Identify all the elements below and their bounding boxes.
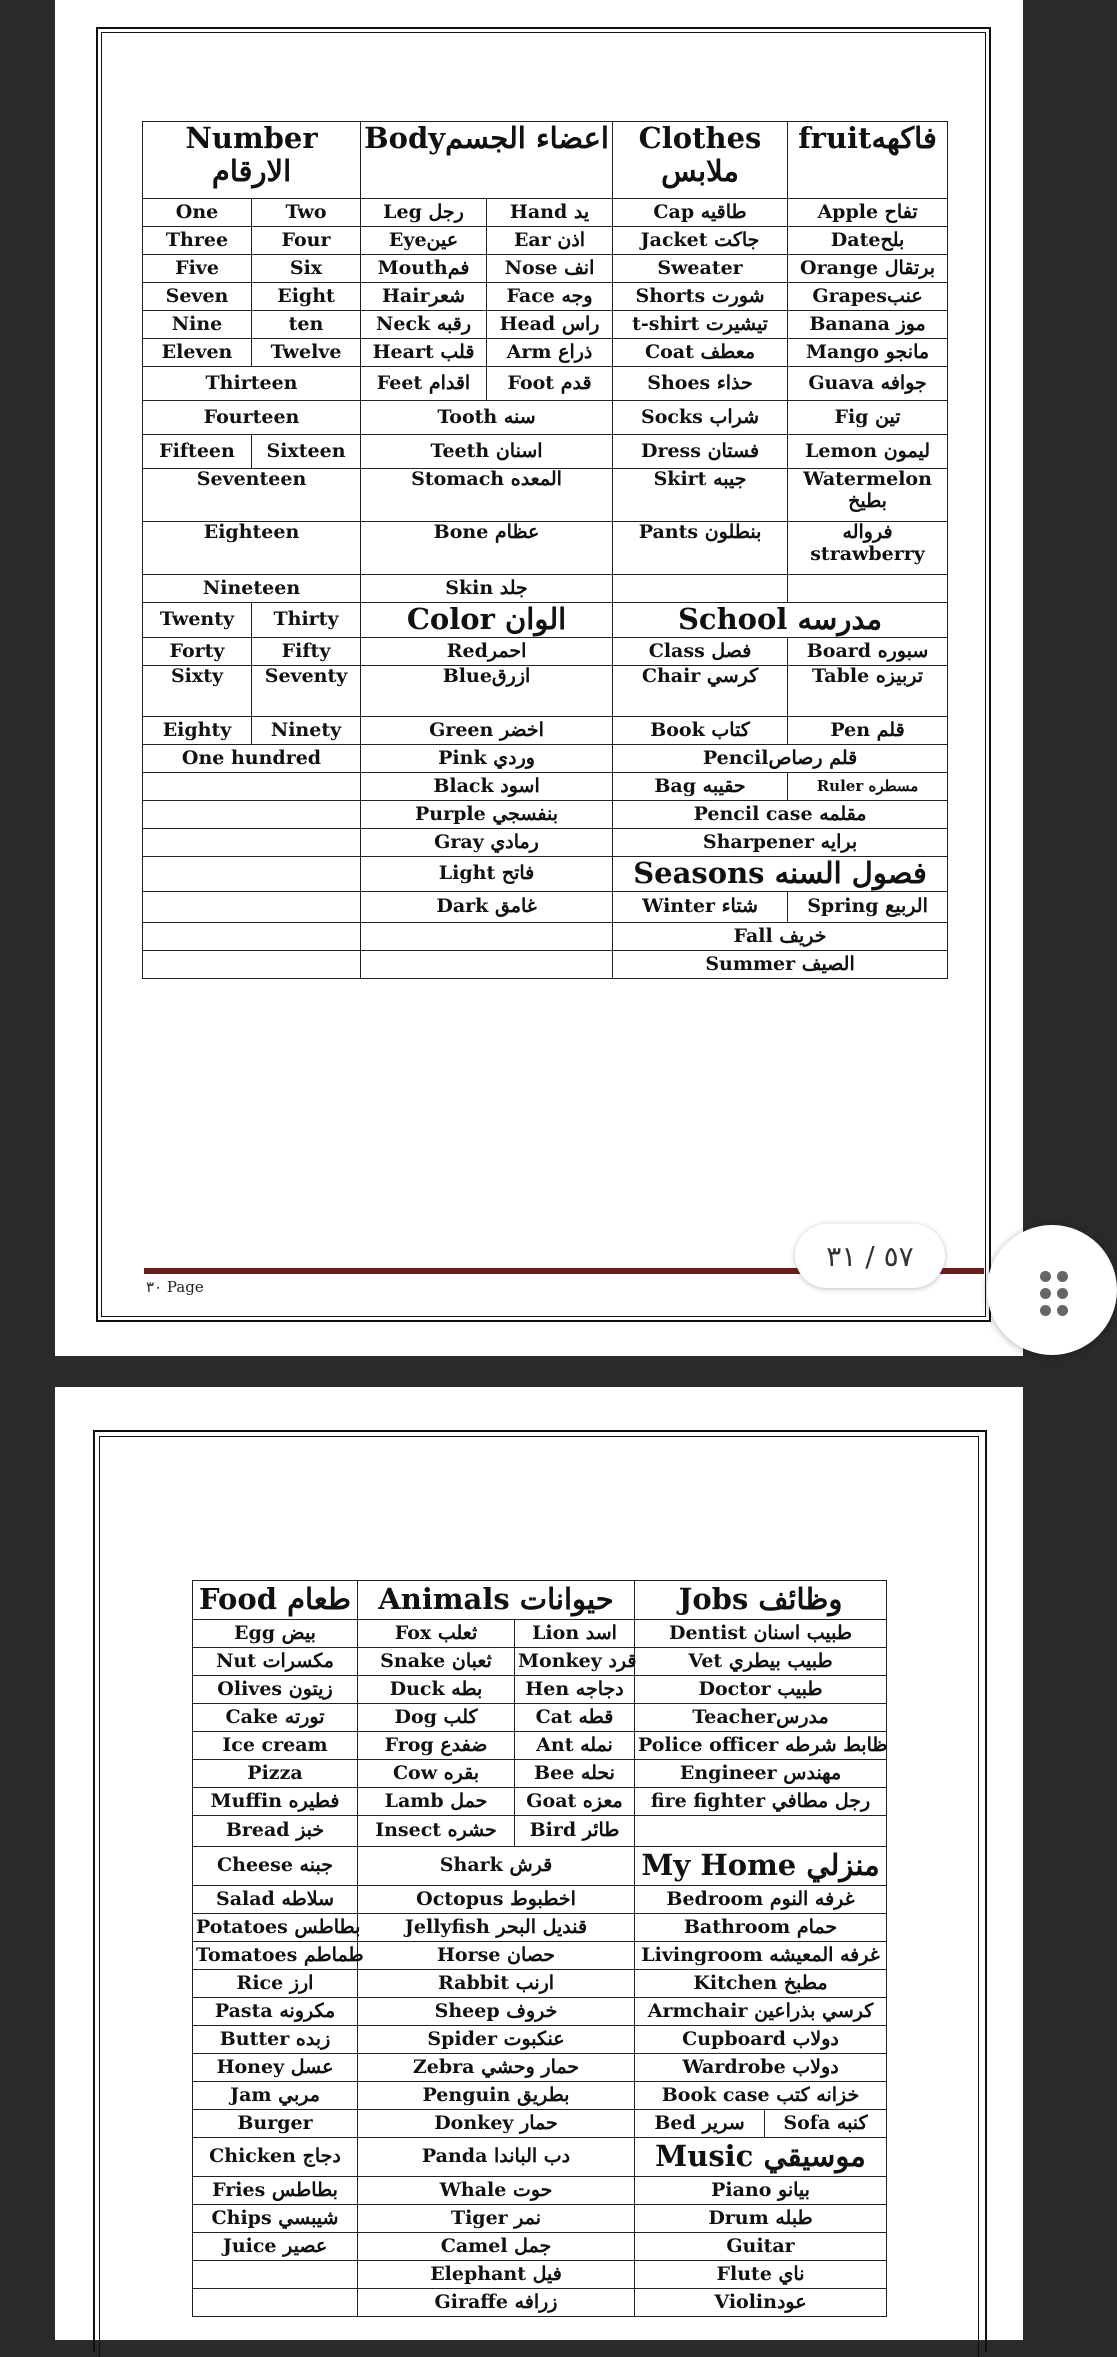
- section-heading-my-home: My Home منزلي: [635, 1847, 887, 1886]
- header-animals: Animals حيوانات: [358, 1581, 635, 1620]
- table-cell: Octopus اخطبوط: [358, 1886, 635, 1914]
- table-row: [143, 283, 948, 311]
- table-row: [143, 199, 948, 227]
- table-header-row: [193, 1581, 887, 1620]
- table-row: [193, 1676, 887, 1704]
- table-cell: Eight: [252, 283, 361, 311]
- table-cell: fire fighter رجل مطافي: [635, 1788, 887, 1816]
- table-cell: Livingroom غرفه المعيشه: [635, 1942, 887, 1970]
- table-cell: Panda دب الباندا: [358, 2138, 635, 2177]
- table-cell: Chair كرسي: [613, 666, 788, 717]
- table-row: [143, 638, 948, 666]
- table-cell: Arm ذراع: [487, 339, 613, 367]
- table-row: [193, 1942, 887, 1970]
- section-heading-seasons: Seasons فصول السنه: [613, 857, 948, 892]
- table-cell: Seventeen: [143, 469, 361, 522]
- table-cell: Tooth سنه: [361, 401, 613, 435]
- table-cell: Giraffe زرافه: [358, 2289, 635, 2317]
- table-row: [193, 1886, 887, 1914]
- table-cell: Salad سلاطه: [193, 1886, 358, 1914]
- table-cell: Monkey قرد: [515, 1648, 635, 1676]
- table-cell: Ruler مسطره: [788, 773, 948, 801]
- table-cell: Donkey حمار: [358, 2110, 635, 2138]
- table-cell: Board سبوره: [788, 638, 948, 666]
- table-row: [143, 227, 948, 255]
- table-cell: Snake ثعبان: [358, 1648, 515, 1676]
- section-heading-school: School مدرسه: [613, 603, 948, 638]
- table-cell: Vet طبيب بيطري: [635, 1648, 887, 1676]
- table-cell: Four: [252, 227, 361, 255]
- table-cell: Hen دجاجه: [515, 1676, 635, 1704]
- table-cell: Foot قدم: [487, 367, 613, 401]
- table-cell: Bee نحله: [515, 1760, 635, 1788]
- table-cell: Rabbit ارنب: [358, 1970, 635, 1998]
- table-cell: Pizza: [193, 1760, 358, 1788]
- table-cell: Skin جلد: [361, 575, 613, 603]
- table-cell: [193, 2261, 358, 2289]
- table-cell: Tiger نمر: [358, 2205, 635, 2233]
- table-cell: Piano بيانو: [635, 2177, 887, 2205]
- header-body: Bodyاعضاء الجسم: [361, 122, 613, 199]
- table-cell: Pink وردي: [361, 745, 613, 773]
- table-cell: Six: [252, 255, 361, 283]
- table-cell: Thirty: [252, 603, 361, 638]
- table-cell: Sheep خروف: [358, 1998, 635, 2026]
- table-cell: Insect حشره: [358, 1816, 515, 1847]
- document-page-1: [55, 0, 1023, 1356]
- table-row: [193, 2177, 887, 2205]
- document-page-2: [55, 1387, 1023, 2340]
- table-cell: Eighty: [143, 717, 252, 745]
- table-cell: Frog ضفدع: [358, 1732, 515, 1760]
- table-cell: Pasta مكرونه: [193, 1998, 358, 2026]
- table-row: [193, 1998, 887, 2026]
- table-cell: Drum طبله: [635, 2205, 887, 2233]
- header-food: Food طعام: [193, 1581, 358, 1620]
- table-row: [143, 435, 948, 469]
- table-row: [193, 1847, 887, 1886]
- table-cell: One: [143, 199, 252, 227]
- header-jobs: Jobs وظائف: [635, 1581, 887, 1620]
- table-cell: Fox ثعلب: [358, 1620, 515, 1648]
- table-row: [193, 2233, 887, 2261]
- table-cell: Eyeعين: [361, 227, 487, 255]
- table-cell: Zebra حمار وحشي: [358, 2054, 635, 2082]
- table-cell: Lion اسد: [515, 1620, 635, 1648]
- table-cell: Bedroom غرفه النوم: [635, 1886, 887, 1914]
- table-cell: Chicken دجاج: [193, 2138, 358, 2177]
- table-cell: Purple بنفسجي: [361, 801, 613, 829]
- table-cell: [143, 857, 361, 892]
- table-row: [143, 401, 948, 435]
- table-cell: Nine: [143, 311, 252, 339]
- table-cell: Book case خزانه كتب: [635, 2082, 887, 2110]
- table-cell: Shark قرش: [358, 1847, 635, 1886]
- table-cell: Horse حصان: [358, 1942, 635, 1970]
- table-row: [193, 1970, 887, 1998]
- table-cell: Cheese جبنه: [193, 1847, 358, 1886]
- table-cell: Five: [143, 255, 252, 283]
- table-cell: Honey عسل: [193, 2054, 358, 2082]
- table-cell: Eleven: [143, 339, 252, 367]
- table-cell: Fifteen: [143, 435, 252, 469]
- table-cell: Fifty: [252, 638, 361, 666]
- table-row: [143, 311, 948, 339]
- table-cell: Ice cream: [193, 1732, 358, 1760]
- table-cell: Rice ارز: [193, 1970, 358, 1998]
- table-cell: Bed سرير: [635, 2110, 765, 2138]
- section-heading-music: Music موسيقي: [635, 2138, 887, 2177]
- table-row: [143, 666, 948, 717]
- table-cell: [361, 951, 613, 979]
- table-row: [193, 2110, 887, 2138]
- table-cell: Ant نمله: [515, 1732, 635, 1760]
- table-cell: t-shirt تيشيرت: [613, 311, 788, 339]
- table-cell: Socks شراب: [613, 401, 788, 435]
- header-fruit: fruitفاكهه: [788, 122, 948, 199]
- page-number-footer: ٣٠ Page: [146, 1278, 204, 1296]
- header-number: Number الارقام: [143, 122, 361, 199]
- table-row: [143, 892, 948, 923]
- table-cell: Head راس: [487, 311, 613, 339]
- table-cell: Banana موز: [788, 311, 948, 339]
- table-cell: Sixty: [143, 666, 252, 717]
- table-cell: Forty: [143, 638, 252, 666]
- table-cell: Violinعود: [635, 2289, 887, 2317]
- table-cell: Dateبلح: [788, 227, 948, 255]
- table-cell: Bird طائر: [515, 1816, 635, 1847]
- table-cell: Burger: [193, 2110, 358, 2138]
- table-cell: Class فصل: [613, 638, 788, 666]
- table-cell: فرواله strawberry: [788, 522, 948, 575]
- table-cell: Apple تفاح: [788, 199, 948, 227]
- table-cell: Olives زيتون: [193, 1676, 358, 1704]
- table-row: [143, 255, 948, 283]
- vocabulary-table-1: [142, 121, 948, 979]
- table-cell: Orange برتقال: [788, 255, 948, 283]
- table-cell: Fries بطاطس: [193, 2177, 358, 2205]
- table-cell: Teacherمدرس: [635, 1704, 887, 1732]
- table-cell: Potatoes بطاطس: [193, 1914, 358, 1942]
- table-cell: Guava جوافه: [788, 367, 948, 401]
- table-cell: Dog كلب: [358, 1704, 515, 1732]
- table-cell: Guitar: [635, 2233, 887, 2261]
- table-cell: Nut مكسرات: [193, 1648, 358, 1676]
- table-cell: Spring الربيع: [788, 892, 948, 923]
- table-cell: Jacket جاكت: [613, 227, 788, 255]
- table-cell: Penguin بطريق: [358, 2082, 635, 2110]
- table-cell: Flute ناي: [635, 2261, 887, 2289]
- table-cell: Mouthفم: [361, 255, 487, 283]
- table-cell: [143, 829, 361, 857]
- table-cell: Shoes حذاء: [613, 367, 788, 401]
- table-row: [143, 603, 948, 638]
- table-cell: Wardrobe دولاب: [635, 2054, 887, 2082]
- table-cell: Seventy: [252, 666, 361, 717]
- table-cell: [143, 951, 361, 979]
- table-cell: Engineer مهندس: [635, 1760, 887, 1788]
- table-row: [143, 773, 948, 801]
- table-cell: Black اسود: [361, 773, 613, 801]
- table-cell: Ear اذن: [487, 227, 613, 255]
- table-row: [193, 2082, 887, 2110]
- table-header-row: [143, 122, 948, 199]
- table-cell: Sweater: [613, 255, 788, 283]
- table-cell: Shorts شورت: [613, 283, 788, 311]
- table-cell: Dress فستان: [613, 435, 788, 469]
- table-cell: Camel جمل: [358, 2233, 635, 2261]
- table-cell: Sixteen: [252, 435, 361, 469]
- table-cell: [635, 1816, 887, 1847]
- table-cell: Heart قلب: [361, 339, 487, 367]
- table-cell: ten: [252, 311, 361, 339]
- table-cell: Doctor طبيب: [635, 1676, 887, 1704]
- table-cell: [143, 773, 361, 801]
- table-cell: Face وجه: [487, 283, 613, 311]
- table-cell: [143, 801, 361, 829]
- table-cell: Mango مانجو: [788, 339, 948, 367]
- table-cell: Juice عصير: [193, 2233, 358, 2261]
- table-cell: Jam مربي: [193, 2082, 358, 2110]
- table-cell: [613, 575, 788, 603]
- table-cell: Skirt جيبه: [613, 469, 788, 522]
- table-cell: Pencilقلم رصاص: [613, 745, 948, 773]
- table-cell: Pencil case مقلمه: [613, 801, 948, 829]
- table-row: [143, 367, 948, 401]
- table-row: [193, 2205, 887, 2233]
- table-cell: Teeth اسنان: [361, 435, 613, 469]
- table-cell: Kitchen مطبخ: [635, 1970, 887, 1998]
- table-row: [193, 1704, 887, 1732]
- table-cell: Table تربيزه: [788, 666, 948, 717]
- table-cell: Ninety: [252, 717, 361, 745]
- table-cell: Pants بنطلون: [613, 522, 788, 575]
- table-cell: [361, 923, 613, 951]
- table-cell: Gray رمادي: [361, 829, 613, 857]
- table-row: [143, 951, 948, 979]
- table-cell: Butter زبده: [193, 2026, 358, 2054]
- table-cell: Twelve: [252, 339, 361, 367]
- table-row: [143, 717, 948, 745]
- table-cell: Jellyfish قنديل البحر: [358, 1914, 635, 1942]
- table-cell: Light فاتح: [361, 857, 613, 892]
- table-cell: Elephant فيل: [358, 2261, 635, 2289]
- table-cell: Redاحمر: [361, 638, 613, 666]
- page-indicator: ٥٧ / ٣١: [795, 1224, 945, 1288]
- table-cell: Dark غامق: [361, 892, 613, 923]
- grid-menu-icon[interactable]: [1040, 1271, 1070, 1316]
- table-row: [193, 2054, 887, 2082]
- table-row: [193, 1648, 887, 1676]
- table-row: [143, 801, 948, 829]
- table-row: [143, 522, 948, 575]
- table-cell: Leg رجل: [361, 199, 487, 227]
- table-row: [193, 2289, 887, 2317]
- table-cell: Thirteen: [143, 367, 361, 401]
- table-cell: Nineteen: [143, 575, 361, 603]
- table-cell: Fall خريف: [613, 923, 948, 951]
- table-cell: Hairشعر: [361, 283, 487, 311]
- table-cell: Coat معطف: [613, 339, 788, 367]
- table-cell: Cake تورته: [193, 1704, 358, 1732]
- table-cell: Neck رقبه: [361, 311, 487, 339]
- table-cell: Three: [143, 227, 252, 255]
- table-cell: Dentist طبيب اسنان: [635, 1620, 887, 1648]
- table-cell: [788, 575, 948, 603]
- table-row: [143, 339, 948, 367]
- table-row: [143, 829, 948, 857]
- table-cell: Hand يد: [487, 199, 613, 227]
- table-cell: Armchair كرسي بذراعين: [635, 1998, 887, 2026]
- table-cell: Bag حقيبه: [613, 773, 788, 801]
- table-cell: Whale حوت: [358, 2177, 635, 2205]
- table-row: [193, 1816, 887, 1847]
- table-cell: Bone عظام: [361, 522, 613, 575]
- table-cell: One hundred: [143, 745, 361, 773]
- table-row: [193, 2261, 887, 2289]
- table-cell: Egg بيض: [193, 1620, 358, 1648]
- table-cell: Cupboard دولاب: [635, 2026, 887, 2054]
- table-row: [193, 1760, 887, 1788]
- table-cell: Spider عنكبوت: [358, 2026, 635, 2054]
- table-cell: Summer الصيف: [613, 951, 948, 979]
- table-cell: Two: [252, 199, 361, 227]
- vocabulary-table-2: [192, 1580, 887, 2317]
- table-cell: Cow بقره: [358, 1760, 515, 1788]
- table-row: [143, 923, 948, 951]
- table-cell: Lamb حمل: [358, 1788, 515, 1816]
- table-row: [143, 469, 948, 522]
- table-cell: Duck بطه: [358, 1676, 515, 1704]
- table-cell: Winter شتاء: [613, 892, 788, 923]
- table-row: [193, 2138, 887, 2177]
- table-cell: Stomach المعده: [361, 469, 613, 522]
- table-cell: Seven: [143, 283, 252, 311]
- table-row: [193, 1914, 887, 1942]
- table-row: [193, 2026, 887, 2054]
- table-cell: Blueازرق: [361, 666, 613, 717]
- table-row: [193, 1620, 887, 1648]
- table-cell: Cap طاقيه: [613, 199, 788, 227]
- table-cell: Goat معزه: [515, 1788, 635, 1816]
- header-clothes: Clothes ملابس: [613, 122, 788, 199]
- table-row: [193, 1732, 887, 1760]
- table-cell: Green اخضر: [361, 717, 613, 745]
- table-cell: Sharpener برايه: [613, 829, 948, 857]
- table-cell: Fig تين: [788, 401, 948, 435]
- table-cell: Cat قطه: [515, 1704, 635, 1732]
- table-cell: Pen قلم: [788, 717, 948, 745]
- table-cell: Grapesعنب: [788, 283, 948, 311]
- table-cell: Watermelon بطيخ: [788, 469, 948, 522]
- table-row: [193, 1788, 887, 1816]
- table-cell: Sofa كنبه: [765, 2110, 887, 2138]
- table-cell: Lemon ليمون: [788, 435, 948, 469]
- table-cell: [143, 923, 361, 951]
- table-cell: [143, 892, 361, 923]
- table-cell: [193, 2289, 358, 2317]
- section-heading-color: Color الوان: [361, 603, 613, 638]
- table-row: [143, 857, 948, 892]
- table-cell: Feet اقدام: [361, 367, 487, 401]
- table-cell: Muffin فطيره: [193, 1788, 358, 1816]
- table-row: [143, 575, 948, 603]
- table-cell: Bathroom حمام: [635, 1914, 887, 1942]
- table-cell: Tomatoes طماطم: [193, 1942, 358, 1970]
- table-cell: Bread خبز: [193, 1816, 358, 1847]
- table-cell: Chips شيبسي: [193, 2205, 358, 2233]
- table-cell: Police officer ظابط شرطه: [635, 1732, 887, 1760]
- table-cell: Nose انف: [487, 255, 613, 283]
- table-row: [143, 745, 948, 773]
- table-cell: Fourteen: [143, 401, 361, 435]
- table-cell: Book كتاب: [613, 717, 788, 745]
- table-cell: Twenty: [143, 603, 252, 638]
- table-cell: Eighteen: [143, 522, 361, 575]
